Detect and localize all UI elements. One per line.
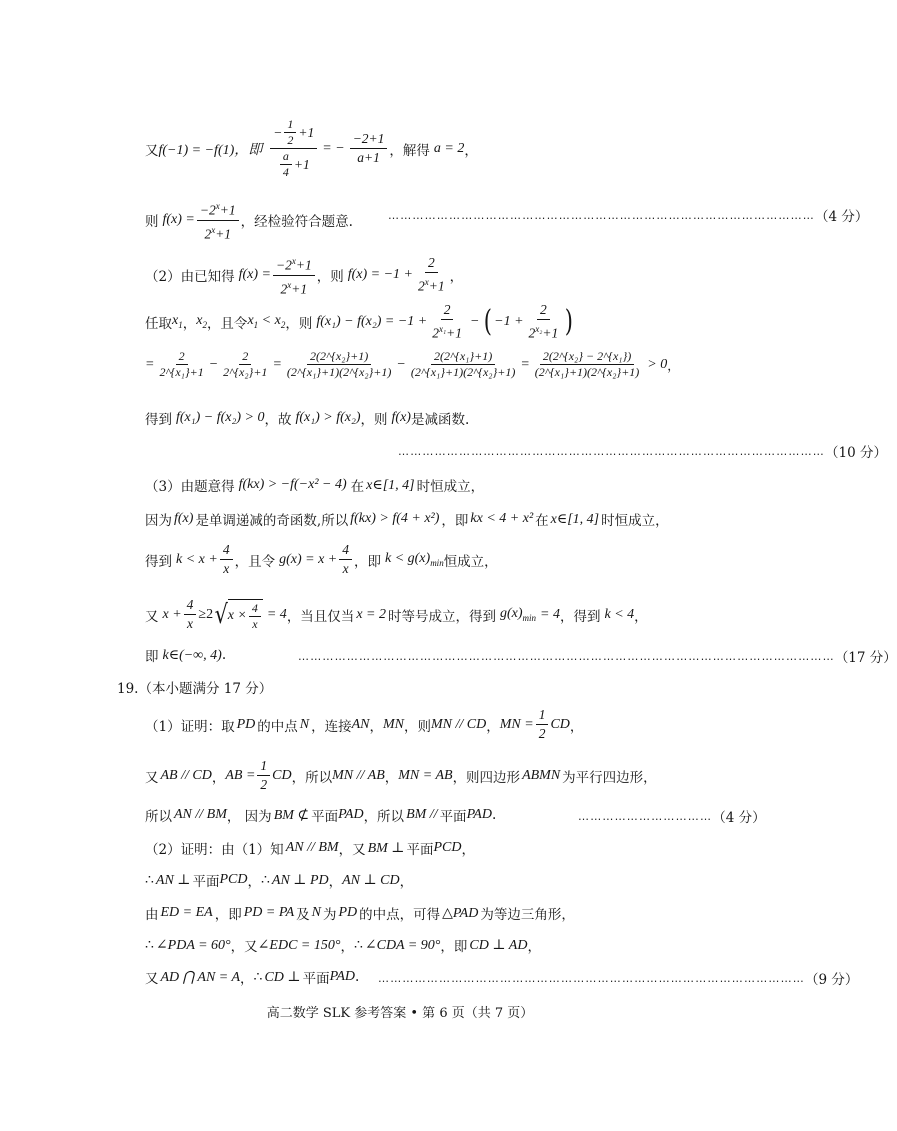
score-label: （17 分） [834,650,897,666]
numerator: 2(2^{x₁}+1) [431,350,495,365]
q18-line-2 [145,198,353,242]
compound-fraction [270,118,317,179]
numerator: 1 [536,707,549,725]
fraction [220,350,270,379]
math-expr: = [145,356,155,372]
text: ，则 [360,412,388,428]
fraction [408,350,519,379]
math-expr: x∈[1, 4] [550,511,600,527]
math-expr: CD [550,716,570,732]
fraction [429,302,465,342]
math-expr [196,313,207,330]
math-expr: AN [351,716,370,732]
exponent: x [424,277,429,288]
denominator: 4 [282,165,289,179]
text: ， [399,874,414,890]
math-expr: N [299,716,310,732]
q18-line-4 [145,302,575,342]
text: ， [247,874,261,890]
denominator: x [342,561,349,576]
text: 又 [145,608,159,625]
text: ， [449,269,464,285]
text: ，故 [264,412,292,428]
math-expr: = 4 [266,606,287,622]
fraction [220,542,233,577]
math-expr: AN ⊥ CD [342,872,400,888]
q19-line-8 [145,967,359,987]
fraction [532,350,643,379]
denominator: a+1 [357,150,380,165]
denominator: (2^{x₁}+1)(2^{x₂}+1) [286,365,392,379]
math-expr: AN // BM [174,807,227,822]
math-expr: f(x) = [162,212,195,227]
q18-line-10 [145,542,498,577]
math-expr: f(−1) = −f(1)，即 [158,142,263,158]
math-expr [385,551,444,568]
math-expr: ∠EDC = 150° [257,937,341,953]
q19-line-5 [145,870,413,890]
math-expr: g(x) = x + [279,551,338,567]
dotted-leader: …………………………………………………………………………………………… [398,444,825,458]
math-expr: PD [338,905,358,920]
subscript: min [522,612,537,623]
math-expr: PAD [338,807,364,822]
numerator: 2 [441,302,454,320]
math-expr: CD [272,767,292,783]
math-expr: kx < 4 + x² [470,511,534,526]
text: ， [461,842,475,858]
numerator: 4 [220,542,233,560]
therefore-symbol: ∴ [145,872,154,888]
numerator: 2 [537,302,550,320]
math-expr: f(x₁) > f(x₂) [295,410,361,425]
math-expr: PCD [219,872,248,887]
text: 的中点 [257,718,298,735]
numerator: a [280,150,292,165]
fraction [249,602,261,631]
math-expr [172,313,183,330]
sqrt [213,599,263,631]
text: 任取 [145,315,172,332]
numerator: 1 [284,118,296,133]
math-expr: PD [236,716,256,732]
numerator: 2 [176,350,188,365]
q18-line-8 [145,475,484,495]
text: ，经检验符合题意. [240,214,353,230]
text: ，解得 [389,142,430,159]
denominator: 2^{x₁}+1 [159,365,204,379]
math-expr: BM // [406,807,438,822]
text: 平面 [406,842,434,858]
text: ，且令 [206,315,248,332]
q18-line-1 [145,118,478,179]
var: x [196,313,203,329]
math-expr: = 4 [540,606,560,622]
math-expr: BM ⊥ [367,840,405,856]
denominator: +1 [446,325,462,341]
text: ， [384,769,399,786]
text: ，则 [404,718,431,735]
denominator: 2 [280,281,288,296]
text: 所以 [145,809,172,825]
numerator: −2 [275,257,292,273]
math-expr: k < x + [176,551,218,567]
score-leader [578,806,766,826]
math-expr: f(kx) > f(4 + x²) [350,511,440,526]
text: 在 [535,513,549,529]
math-expr: BM ⊄ [273,807,310,823]
denominator: (2^{x₁}+1)(2^{x₂}+1) [534,365,640,379]
math-text: − [273,124,283,140]
math-expr: ≥2 [198,606,214,622]
text: 为平行四边形， [562,769,657,786]
q19-line-7 [145,935,541,955]
numerator: 4 [184,597,197,615]
exponent: x₂ [535,324,543,334]
subscript: min [430,557,444,568]
math-expr: AB = [225,767,256,783]
var: g(x) [499,606,523,622]
math-expr: MN = [499,716,534,732]
text: ， [369,718,383,735]
math-expr: x∈[1, 4] [366,477,415,493]
q18-line-3 [145,253,463,297]
text: . [221,647,227,663]
numerator: 2(2^{x₂}+1) [307,350,371,365]
exponent: x [291,256,296,266]
math-expr: CD ⊥ AD [469,937,528,953]
text: 平面 [439,809,467,825]
math-expr: f(x₁) − f(x₂) > 0 [176,410,265,425]
denominator: +1 [291,281,308,296]
text: ，所以 [363,809,405,825]
text: ， [211,769,226,786]
text: （2）证明：由（1）知 [145,842,284,858]
dotted-leader: …………………………………………………………………………………………………………………… [298,649,835,663]
text: ， [527,939,541,955]
var: < x [258,313,281,329]
text: 即 [145,649,159,665]
numerator: −2+1 [350,131,388,149]
subscript: 1 [253,320,259,331]
text: 又 [145,769,159,786]
text: 则 [145,214,159,230]
text: ，又 [230,939,258,955]
var: k < g(x) [384,551,431,567]
subscript: 2 [280,320,286,331]
text: . [355,969,360,985]
math-expr: MN = AB [398,767,453,783]
subscript: 2 [202,320,207,331]
question-title: 19.（本小题满分 17 分） [117,681,273,697]
numerator: 2 [239,350,251,365]
math-text: +1 [298,124,315,140]
fraction [415,255,448,295]
score-label: （4 分） [712,810,766,826]
math-expr: AN ⊥ PD [271,872,329,888]
denominator: x [187,616,194,631]
text: ，则 [285,315,313,332]
text: ， [569,718,584,735]
math-expr: − [396,356,406,372]
math-expr: MN [383,716,404,732]
math-expr: x + [162,606,182,622]
math-expr: f(x) = −1 + [347,267,413,282]
text: （2）由已知得 [145,269,235,285]
numerator: 2 [425,255,438,273]
math-expr: AD ⋂ AN = A [160,969,241,985]
denominator: x [223,561,230,576]
exponent: x [215,201,220,211]
text: ，即 [353,553,381,570]
text: 得到 [145,412,172,428]
denominator: 2 [287,133,294,147]
q18-line-6 [145,408,469,428]
q19-line-4 [145,838,475,858]
fraction [273,253,315,297]
text: 及 [296,907,310,923]
text: 又 [145,142,159,159]
text: ， [634,608,648,625]
math-expr: k < 4 [604,606,635,622]
denominator: +1 [428,278,445,294]
fraction [339,542,352,577]
math-expr: PCD [433,840,462,855]
text: ，且令 [234,553,276,570]
text: ， [240,971,254,987]
q18-line-12 [145,645,226,665]
text: 恒成立， [443,553,498,570]
text: ， 因为 [226,809,272,825]
numerator: 2(2^{x₂} − 2^{x₁}) [540,350,634,365]
math-expr: = − [322,140,345,156]
text: 得到 [145,553,172,570]
text: ， [667,357,680,373]
math-expr: AN ⊥ [155,872,191,888]
fraction [536,707,549,742]
denominator: +1 [542,325,559,341]
text: ， [464,142,478,159]
math-expr: ∠CDA = 90° [364,937,441,953]
exponent: x [287,279,292,290]
denominator: x [252,616,258,631]
therefore-symbol: ∴ [260,872,270,888]
q18-line-11 [145,597,648,632]
fraction [284,118,296,147]
q19-line-2 [145,758,657,793]
math-expr: x = 2 [356,606,386,622]
fraction [526,302,562,342]
math-expr: − [469,313,480,329]
denominator: 2^{x₂}+1 [223,365,268,379]
math-expr: AN // BM [285,840,339,855]
score-label: （9 分） [805,972,859,988]
math-expr: ABMN [522,767,561,783]
math-expr: f(x) = [238,267,271,282]
math-expr: ED = EA [160,905,213,920]
radical-sign: √ [214,599,229,630]
page-footer: 高二数学 SLK 参考答案 • 第 6 页（共 7 页） [266,1006,534,1021]
text: ， [340,939,354,955]
text: . [491,807,497,823]
q19-line-3 [145,805,496,825]
text: 为等边三角形， [480,907,575,923]
text: 是减函数. [410,412,470,428]
q18-line-5 [145,350,680,379]
subscript: 1 [178,320,183,331]
therefore-symbol: ∴ [145,937,154,953]
exponent: x₁ [438,324,447,334]
denominator: 2 [538,726,546,741]
var: x [247,313,254,329]
denominator: 2 [528,325,536,341]
fraction [257,758,270,793]
text: ，连接 [311,718,352,735]
q19-line-1 [145,707,583,742]
fraction [156,350,206,379]
math-expr: x × [227,608,247,623]
math-expr: AB // CD [160,767,212,783]
math-expr: MN // CD [431,716,487,732]
dotted-leader: …………………………………………………………………………………………… [378,971,805,985]
var: x [172,313,179,329]
numerator: +1 [219,202,236,218]
denominator: 2 [418,278,425,294]
math-expr: f(x₁) − f(x₂) = −1 + [316,313,428,329]
text: ，则 [316,269,344,285]
numerator: +1 [295,257,312,273]
math-expr [500,606,536,623]
denominator: 2 [432,325,439,341]
score-leader [388,205,869,225]
dotted-leader: …………………………… [578,809,713,823]
numerator: 1 [257,758,270,776]
math-expr: CD ⊥ [264,969,301,985]
score-label: （10 分） [825,445,887,461]
math-expr: − [208,356,219,372]
text: ， [182,315,197,332]
score-leader [378,968,859,988]
text: ， [328,874,343,890]
math-expr: f(kx) > −f(−x² − 4) [238,477,347,492]
denominator: 2 [260,777,268,792]
text: 因为 [145,513,172,529]
q19-title [117,677,272,697]
fraction [184,597,197,632]
text: ，所以 [291,769,333,786]
math-expr: PAD [329,969,355,984]
math-expr: PAD [466,807,492,822]
text: 时恒成立， [416,479,485,495]
score-leader [398,441,887,461]
text: 又 [145,971,159,987]
text: ，则四边形 [452,769,521,786]
therefore-symbol: ∴ [353,937,363,953]
left-paren: ( [484,303,493,339]
text: ，当且仅当 [286,608,355,625]
score-leader [298,646,897,666]
text: 平面 [192,874,220,890]
text: （3）由题意得 [145,479,235,495]
text: 的中点，可得 [359,907,441,923]
fraction [280,150,292,179]
math-text: +1 [293,156,310,172]
denominator: (2^{x₁}+1)(2^{x₂}+1) [410,365,516,379]
math-expr: N [311,905,321,920]
text: ，即 [440,939,468,955]
text: （1）证明：取 [145,718,235,735]
math-expr: = [520,356,530,372]
text: ，即 [214,907,242,923]
text: ，即 [441,513,469,529]
denominator: +1 [215,226,232,241]
text: 时等号成立，得到 [387,608,496,625]
math-expr [247,313,285,330]
math-expr: MN // AB [332,767,385,783]
text: ，得到 [559,608,601,625]
math-expr: a = 2 [433,140,465,156]
q19-line-6 [145,903,575,923]
dotted-leader: …………………………………………………………………………………………… [388,208,815,222]
therefore-symbol: ∴ [253,969,263,985]
math-expr: > 0 [647,356,668,372]
exponent: x [211,224,216,235]
text: 时恒成立， [601,513,669,529]
math-expr: ∠PDA = 60° [155,937,231,953]
text: ， [486,718,500,735]
fraction [284,350,395,379]
math-expr: △PAD [442,905,479,921]
text: 是单调递减的奇函数,所以 [195,513,349,529]
right-paren: ) [565,303,574,339]
math-expr: f(x) [391,410,411,425]
fraction [197,198,239,242]
numerator: 4 [339,542,352,560]
text: ，又 [338,842,366,858]
math-expr: = [272,356,282,372]
text: 在 [350,479,365,495]
numerator: 4 [249,602,261,617]
math-expr: f(x) [174,511,194,526]
text: 由 [145,907,159,923]
numerator: −2 [199,202,216,218]
math-expr: −1 + [494,313,524,329]
denominator: 2 [204,226,212,241]
text: 为 [322,907,337,923]
math-expr: PD = PA [243,905,295,920]
fraction [350,131,388,166]
text: 平面 [311,809,339,825]
text: 平面 [302,971,330,987]
q18-line-9 [145,509,669,529]
math-expr: k∈(−∞, 4) [162,647,222,663]
score-label: （4 分） [815,209,869,225]
